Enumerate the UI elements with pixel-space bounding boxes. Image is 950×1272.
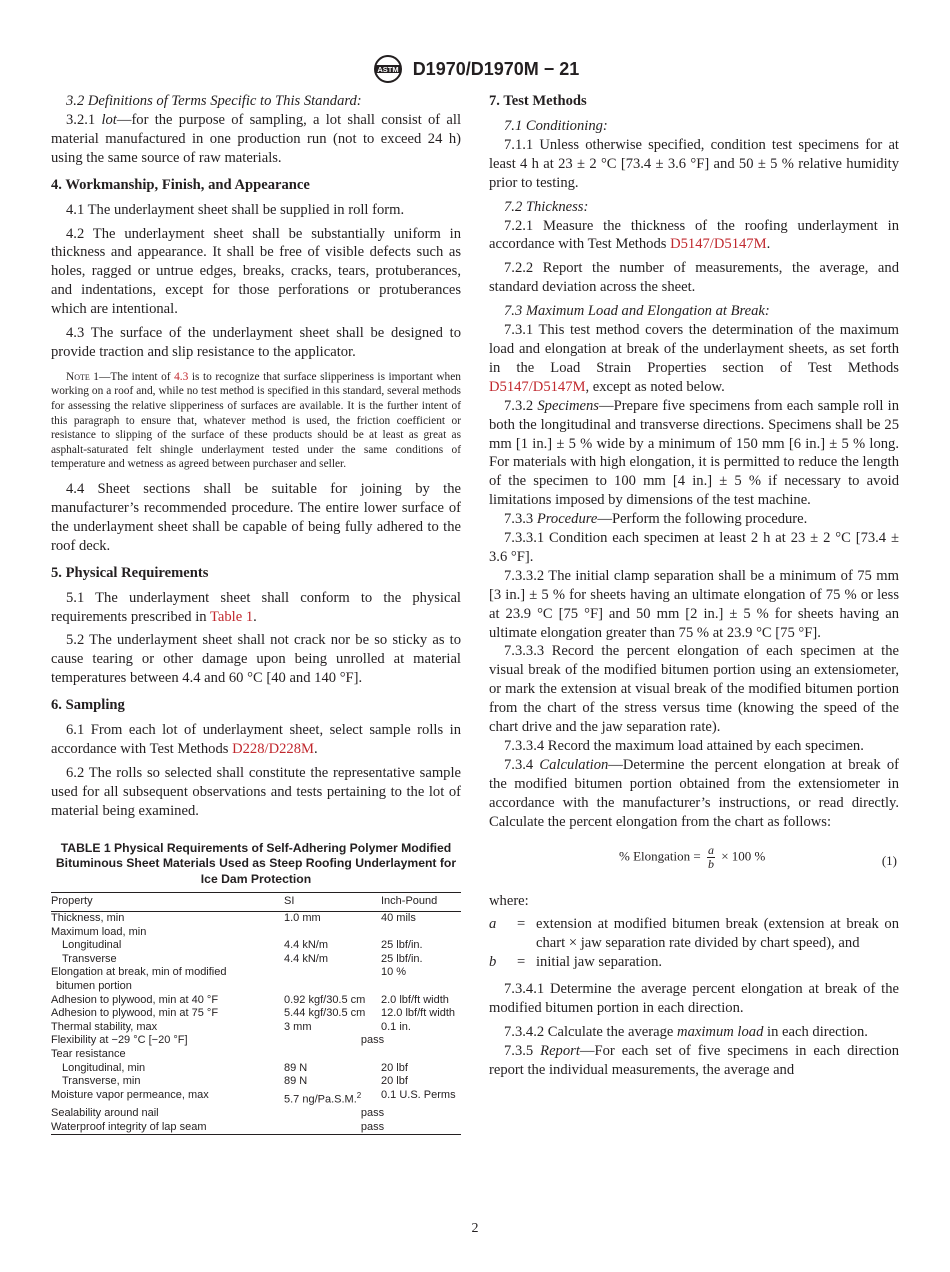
paragraph-text: 7.3.4.2 Calculate the average [504, 1023, 678, 1040]
paragraph-4-3: 4.3 The surface of the underlayment sheet shall be designed to provide traction and slip resistance to the applicator. [51, 325, 461, 360]
fraction-denominator: b [707, 856, 714, 871]
subsection-term: Procedure [536, 511, 598, 528]
table-cell: 1.0 mm [284, 912, 321, 925]
table-row [51, 926, 461, 940]
table-cell [381, 1048, 461, 1062]
paragraph-7-3-5 [489, 1042, 899, 1080]
paragraph-7-3-4 [489, 756, 899, 832]
column-header-si: SI [284, 892, 381, 912]
variable-symbol: a [489, 916, 497, 933]
table-cell: Waterproof integrity of lap seam [51, 1121, 284, 1135]
paragraph-text-end: . [313, 741, 318, 758]
note-text: —The intent of [99, 370, 175, 383]
table-row [51, 1021, 461, 1035]
table-cell [284, 966, 381, 980]
table-row [51, 1034, 461, 1048]
subsection-term: Report [540, 1042, 580, 1059]
table-cell: Adhesion to plywood, min at 40 °F [51, 993, 219, 1006]
table-row [51, 1075, 461, 1089]
table-1-title: TABLE 1 Physical Requirements of Self-Adhering Polymer Modified Bituminous Sheet Materials Used as Steep Roofing Underlayment for Ice Dam Protection [55, 840, 457, 886]
paragraph-7-1-1: 7.1.1 Unless otherwise specified, condition test specimens for at least 4 h at 23 ± 2 °C [73.4 ± 3.6 °F] and 50 ± 5 % relative humidity prior to testing. [489, 136, 899, 191]
section-7-heading: 7. Test Methods [489, 93, 587, 109]
table-cell [284, 980, 381, 994]
section-7-1 [489, 117, 899, 136]
paragraph-4-1: 4.1 The underlayment sheet shall be supplied in roll form. [66, 201, 405, 218]
paragraph-text: —Determine the percent elongation at break of the modified bitumen portion obtained from the extensiometer in accordance with the manufacturer’s instructions, or read directly. Calculate the percent elongation from the chart as follows: [489, 756, 900, 830]
subsection-term: Specimens [537, 397, 599, 414]
table-cell: 25 lbf/in. [381, 952, 423, 965]
table-row [51, 1048, 461, 1062]
table-cell: pass [284, 1121, 461, 1135]
table-cell: 20 lbf [381, 1075, 408, 1088]
fraction-numerator: a [707, 842, 714, 857]
astm-logo-icon [371, 54, 405, 84]
definition-b [489, 953, 899, 972]
paragraph-text-end: in each direction. [763, 1023, 868, 1040]
table-row [51, 953, 461, 967]
paragraph-7-2-1 [489, 217, 899, 255]
table-1-link[interactable]: Table 1 [210, 608, 254, 625]
table-cell: bitumen portion [56, 980, 132, 993]
paragraph-text: 7.3.1 This test method covers the determination of the maximum load and elongation at break of the underlayment sheets, as set forth in the Load Strain Properties section of Test Methods [489, 322, 899, 376]
table-cell: Elongation at break, min of modified [51, 966, 227, 979]
table-cell: 4.4 kN/m [284, 952, 329, 965]
d5147-link[interactable]: D5147/D5147M [670, 236, 767, 253]
table-cell: Thickness, min [51, 912, 125, 925]
table-row [51, 912, 461, 926]
section-3-2-1 [51, 111, 461, 168]
left-column [51, 92, 461, 1135]
paragraph-6-2: 6.2 The rolls so selected shall constitute the representative sample used for all subsequent observations and tests pertaining to the lot of material being examined. [51, 765, 461, 819]
column-header-property: Property [51, 892, 284, 912]
paragraph-6-1 [51, 721, 461, 759]
table-cell: 89 N [284, 1075, 308, 1088]
table-cell: Thermal stability, max [51, 1020, 158, 1033]
table-cell: 0.1 in. [381, 1020, 411, 1033]
section-7-3-heading: 7.3 Maximum Load and Elongation at Break: [504, 303, 770, 320]
defined-term: lot [101, 111, 117, 128]
d5147-link-2[interactable]: D5147/D5147M [489, 378, 586, 395]
table-1 [51, 892, 461, 1136]
equals-sign: = [517, 954, 526, 971]
section-3-2-heading: 3.2 Definitions of Terms Specific to This Standard: [66, 93, 362, 109]
table-row [51, 966, 461, 980]
table-cell [284, 1048, 381, 1062]
paragraph-text-end: , except as noted below. [585, 378, 725, 395]
paragraph-text: —Prepare five specimens from each sample roll in both the longitudinal and transverse directions. Specimens shall be 25 mm [1 in.] ± 5 % wide by a minimum of 150 mm [6 in.] ± 5 % long. For materials with high elongation, it is permitted to reduce the length of the specimen to 100 mm [4 in.] ± 5 % if necessary to avoid limitations imposed by dimensions of the test machine. [489, 397, 899, 509]
paragraph-5-1 [51, 589, 461, 627]
d228-link[interactable]: D228/D228M [232, 741, 314, 758]
table-row [51, 1121, 461, 1135]
section-number: 7.3.4 [504, 756, 534, 773]
paragraph-text-end: . [253, 608, 257, 625]
equals-sign: = [517, 916, 526, 933]
table-cell: 4.4 kN/m [284, 939, 329, 952]
paragraph-text: 5.1 The underlayment sheet shall conform to the physical requirements prescribed in [51, 589, 461, 625]
table-cell [284, 1089, 381, 1107]
emphasized-term: maximum load [677, 1023, 764, 1040]
paragraph-text-end: . [766, 236, 771, 253]
superscript-exponent: 2 [356, 1090, 362, 1100]
equation-body [619, 844, 765, 871]
paragraph-text: —For each set of five specimens in each direction report the individual measurements, the average and [489, 1042, 899, 1078]
section-6-heading: 6. Sampling [51, 697, 125, 714]
equation-number: (1) [881, 852, 897, 868]
section-5-heading: 5. Physical Requirements [51, 564, 209, 581]
table-cell: 0.92 kgf/30.5 cm [284, 993, 366, 1006]
note-label: Note 1 [66, 370, 99, 383]
table-cell: 3 mm [284, 1020, 312, 1033]
page-number: 2 [471, 1221, 479, 1236]
table-cell: 5.44 kgf/30.5 cm [284, 1007, 366, 1020]
definition-text: —for the purpose of sampling, a lot shall consist of all material manufactured in one production run (not to exceed 24 h) using the same source of raw materials. [51, 111, 461, 166]
right-column [489, 92, 899, 1080]
paragraph-7-3-4-2 [489, 1023, 899, 1042]
variable-description: initial jaw separation. [536, 954, 663, 971]
paragraph-5-2: 5.2 The underlayment sheet shall not crack nor be so sticky as to cause tearing or other damage upon being unrolled at material temperatures between 4.4 and 60 °C [40 and 140 °F]. [51, 632, 461, 687]
note-text-rest: is to recognize that surface slipperiness is important when working on a roof and, while no test method is specified in this standard, several methods for assessing the relative slipperiness of surfaces are available. It is the further intent of this paragraph to ensure that, whatever method is used, the friction coefficient or resistance to slipping of the surface of these products should be at least as great as asphalt-saturated felt shingle underlayment tested under the same conditions of temperature and wetness as agreed between purchaser and seller. [51, 370, 461, 471]
table-row [51, 939, 461, 953]
si-value: 5.7 ng/Pa.S.M. [284, 1093, 357, 1106]
table-row [51, 1107, 461, 1121]
table-cell [284, 926, 381, 940]
variable-symbol: b [489, 954, 497, 971]
paragraph-text: 6.1 From each lot of underlayment sheet, select sample rolls in accordance with Test Methods [51, 722, 461, 758]
table-cell: Flexibility at −29 °C [−20 °F] [51, 1034, 188, 1047]
table-cell: 89 N [284, 1061, 308, 1074]
section-4-3-link[interactable]: 4.3 [174, 370, 189, 383]
table-cell: Transverse [62, 952, 117, 965]
table-cell: pass [360, 1034, 385, 1047]
table-cell [381, 980, 461, 994]
variable-definitions [489, 915, 899, 972]
table-cell: 40 mils [381, 912, 416, 925]
paragraph-7-3-3-4: 7.3.3.4 Record the maximum load attained by each specimen. [504, 738, 864, 754]
section-7-3 [489, 302, 899, 321]
equation-1 [489, 840, 899, 880]
paragraph-7-3-3-3: 7.3.3.3 Record the percent elongation of each specimen at the visual break of the modified bitumen portion using an extensiometer, or mark the extension at visual break of the modified bitumen portion from the chart of the stress versus time (knowing the speed of the chart drive and the jaw separation rate). [489, 643, 899, 736]
paragraph-7-3-3-1: 7.3.3.1 Condition each specimen at least 2 h at 23 ± 2 °C [73.4 ± 3.6 °F]. [489, 530, 899, 565]
table-cell: Longitudinal, min [62, 1061, 146, 1074]
page-header [0, 54, 950, 84]
table-row [51, 1062, 461, 1076]
paragraph-4-2: 4.2 The underlayment sheet shall be substantially uniform in thickness and appearance. It shall be free of visible defects such as holes, ragged or untrue edges, breaks, cracks, tears, protuberances, and indentations, except for those perforations or protuberances which are intentional. [51, 225, 461, 318]
table-cell: 12.0 lbf/ft width [381, 1007, 455, 1020]
equation-fraction [707, 844, 715, 871]
column-header-inch-pound: Inch-Pound [381, 892, 461, 912]
definition-a [489, 915, 899, 953]
table-row [51, 980, 461, 994]
section-number: 7.3.3 [504, 511, 534, 528]
variable-description: extension at modified bitumen break (extension at break on chart × jaw separation rate divided by chart speed), and [536, 916, 899, 952]
table-cell: Adhesion to plywood, min at 75 °F [51, 1007, 219, 1020]
paragraph-7-3-3 [489, 510, 899, 529]
table-cell: 20 lbf [381, 1061, 408, 1074]
table-row [51, 994, 461, 1008]
table-cell: Transverse, min [62, 1075, 141, 1088]
table-cell: Tear resistance [51, 1048, 126, 1061]
paragraph-7-2-2: 7.2.2 Report the number of measurements, the average, and standard deviation across the sheet. [489, 260, 899, 296]
section-7-1-heading: 7.1 Conditioning: [504, 118, 608, 134]
table-cell: 0.1 U.S. Perms [381, 1088, 456, 1101]
table-header-row [51, 892, 461, 912]
table-cell: Moisture vapor permeance, max [51, 1088, 209, 1101]
paragraph-text: —Perform the following procedure. [597, 511, 808, 528]
note-1 [51, 370, 461, 472]
table-cell: Sealability around nail [51, 1107, 159, 1120]
where-label: where: [489, 892, 529, 909]
table-cell: 10 % [381, 966, 407, 979]
table-cell: 25 lbf/in. [381, 939, 423, 952]
table-cell: 2.0 lbf/ft width [381, 993, 449, 1006]
table-row [51, 1089, 461, 1107]
subsection-term: Calculation [539, 756, 609, 773]
section-3-2 [51, 92, 461, 111]
section-number: 7.3.2 [504, 397, 534, 414]
table-row [51, 1007, 461, 1021]
equation-lhs: % Elongation = [619, 848, 701, 864]
section-number: 3.2.1 [66, 111, 96, 128]
paragraph-text: 7.2.1 Measure the thickness of the roofing underlayment in accordance with Test Methods [489, 217, 899, 253]
table-cell: pass [360, 1107, 385, 1120]
paragraph-7-3-1 [489, 321, 899, 397]
svg-text:ASTM: ASTM [377, 65, 399, 74]
table-cell: Maximum load, min [51, 925, 147, 938]
paragraph-7-3-3-2: 7.3.3.2 The initial clamp separation shall be a minimum of 75 mm [3 in.] ± 5 % for sheets having an ultimate elongation of 75 % or less at 23.9 °C [75 °F] and 50 mm [2 in.] ± 5 % for sheets having an ultimate elongation greater than 75 % at 23.9 °C [75 °F]. [489, 567, 899, 641]
section-4-heading: 4. Workmanship, Finish, and Appearance [51, 176, 310, 193]
equation-rhs: × 100 % [721, 848, 766, 864]
section-7-2 [489, 198, 899, 217]
section-number: 7.3.5 [504, 1042, 534, 1059]
section-7-2-heading: 7.2 Thickness: [504, 198, 589, 215]
paragraph-7-3-4-1: 7.3.4.1 Determine the average percent elongation at break of the modified bitumen portion in each direction. [489, 981, 899, 1017]
table-cell [381, 926, 461, 940]
table-cell: Longitudinal [62, 939, 122, 952]
document-designation: D1970/D1970M − 21 [412, 58, 580, 79]
paragraph-4-4: 4.4 Sheet sections shall be suitable for joining by the manufacturer’s recommended procedure. The entire lower surface of the underlayment sheet shall be capable of being fully adhered to the roof deck. [51, 481, 461, 554]
paragraph-7-3-2 [489, 397, 899, 510]
